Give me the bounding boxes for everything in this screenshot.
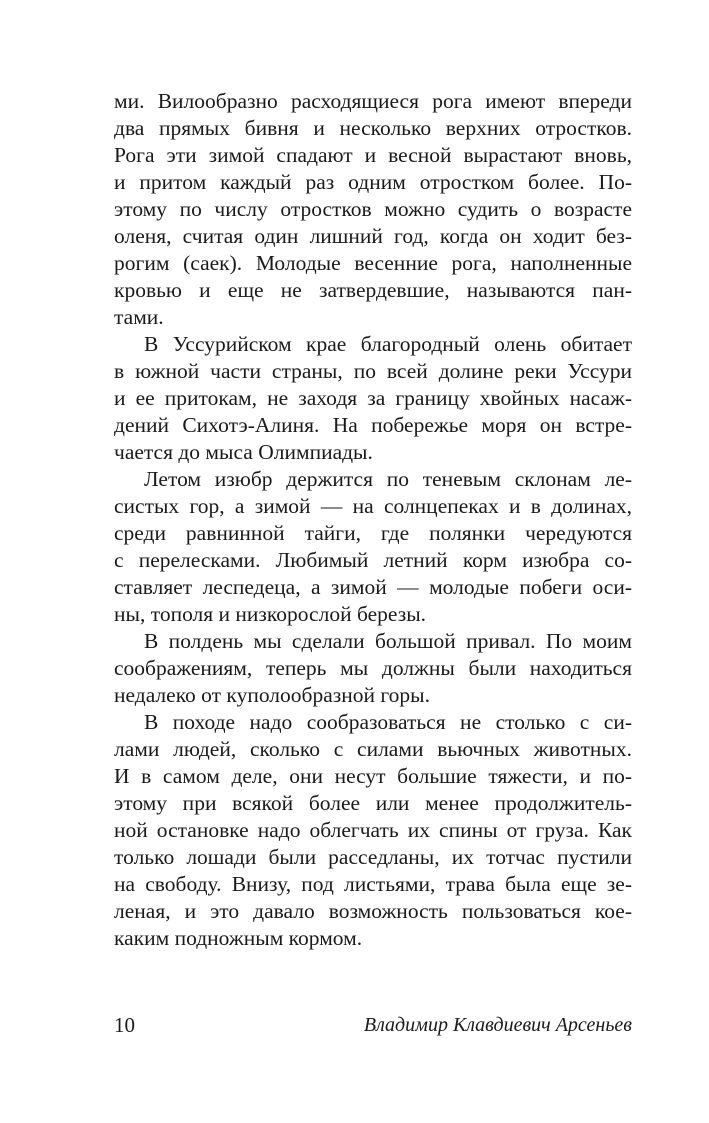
text-line: среди равнинной тайги, где полянки чередуются (114, 521, 632, 545)
text-line: тами. (114, 305, 164, 329)
text-line: И в самом деле, они несут большие тяжести, и по- (114, 764, 632, 788)
text-line: каким подножным кормом. (114, 926, 363, 950)
paragraph-1 (114, 88, 632, 331)
text-line: и ее притокам, не заходя за границу хвойных насаж- (114, 386, 632, 410)
text-line: и притом каждый раз одним отростком более. По- (114, 170, 632, 194)
text-line: ставляет леспедеца, а зимой — молодые побеги оси- (114, 575, 632, 599)
page-body (114, 88, 632, 952)
text-line: ны, тополя и низкорослой березы. (114, 602, 427, 626)
text-line: ми. Вилообразно расходящиеся рога имеют впереди (114, 89, 632, 113)
text-line: два прямых бивня и несколько верхних отростков. (114, 116, 632, 140)
paragraph-3 (114, 466, 632, 628)
text-line: рогим (саек). Молодые весенние рога, наполненные (114, 251, 632, 275)
text-line: недалеко от куполообразной горы. (114, 683, 430, 707)
paragraph-4 (114, 628, 632, 709)
text-line: оленя, считая один лишний год, когда он ходит без- (114, 224, 632, 248)
text-line: в южной части страны, по всей долине реки Уссури (114, 359, 632, 383)
text-line: лами людей, сколько с силами вьючных животных. (114, 737, 632, 761)
text-line: этому по числу отростков можно судить о возрасте (114, 197, 632, 221)
text-line: В полдень мы сделали большой привал. По моим (144, 629, 632, 653)
text-line: на свободу. Внизу, под листьями, трава была еще зе- (114, 872, 632, 896)
page-footer (114, 1010, 632, 1040)
text-line: В походе надо сообразоваться не столько с си- (144, 710, 632, 734)
page-number: 10 (114, 1013, 135, 1037)
text-line: чается до мыса Олимпиады. (114, 440, 373, 464)
running-author: Владимир Клавдиевич Арсеньев (363, 1014, 632, 1036)
text-line: с перелесками. Любимый летний корм изюбра со- (114, 548, 632, 572)
text-line: В Уссурийском крае благородный олень обитает (144, 332, 632, 356)
text-line: только лошади были расседланы, их тотчас пустили (114, 845, 632, 869)
text-line: этому при всякой более или менее продолжитель- (114, 791, 632, 815)
text-line: леная, и это давало возможность пользоваться кое- (114, 899, 632, 923)
text-line: соображениям, теперь мы должны были находиться (114, 656, 632, 680)
text-line: дений Сихотэ-Алиня. На побережье моря он встре- (114, 413, 632, 437)
paragraph-2 (114, 331, 632, 466)
paragraph-5 (114, 709, 632, 952)
text-line: систых гор, а зимой — на солнцепеках и в долинах, (114, 494, 632, 518)
text-line: Летом изюбр держится по теневым склонам ле- (144, 467, 632, 491)
text-line: ной остановке надо облегчать их спины от груза. Как (114, 818, 632, 842)
text-line: Рога эти зимой спадают и весной вырастают вновь, (114, 143, 632, 167)
text-line: кровью и еще не затвердевшие, называются пан- (114, 278, 632, 302)
